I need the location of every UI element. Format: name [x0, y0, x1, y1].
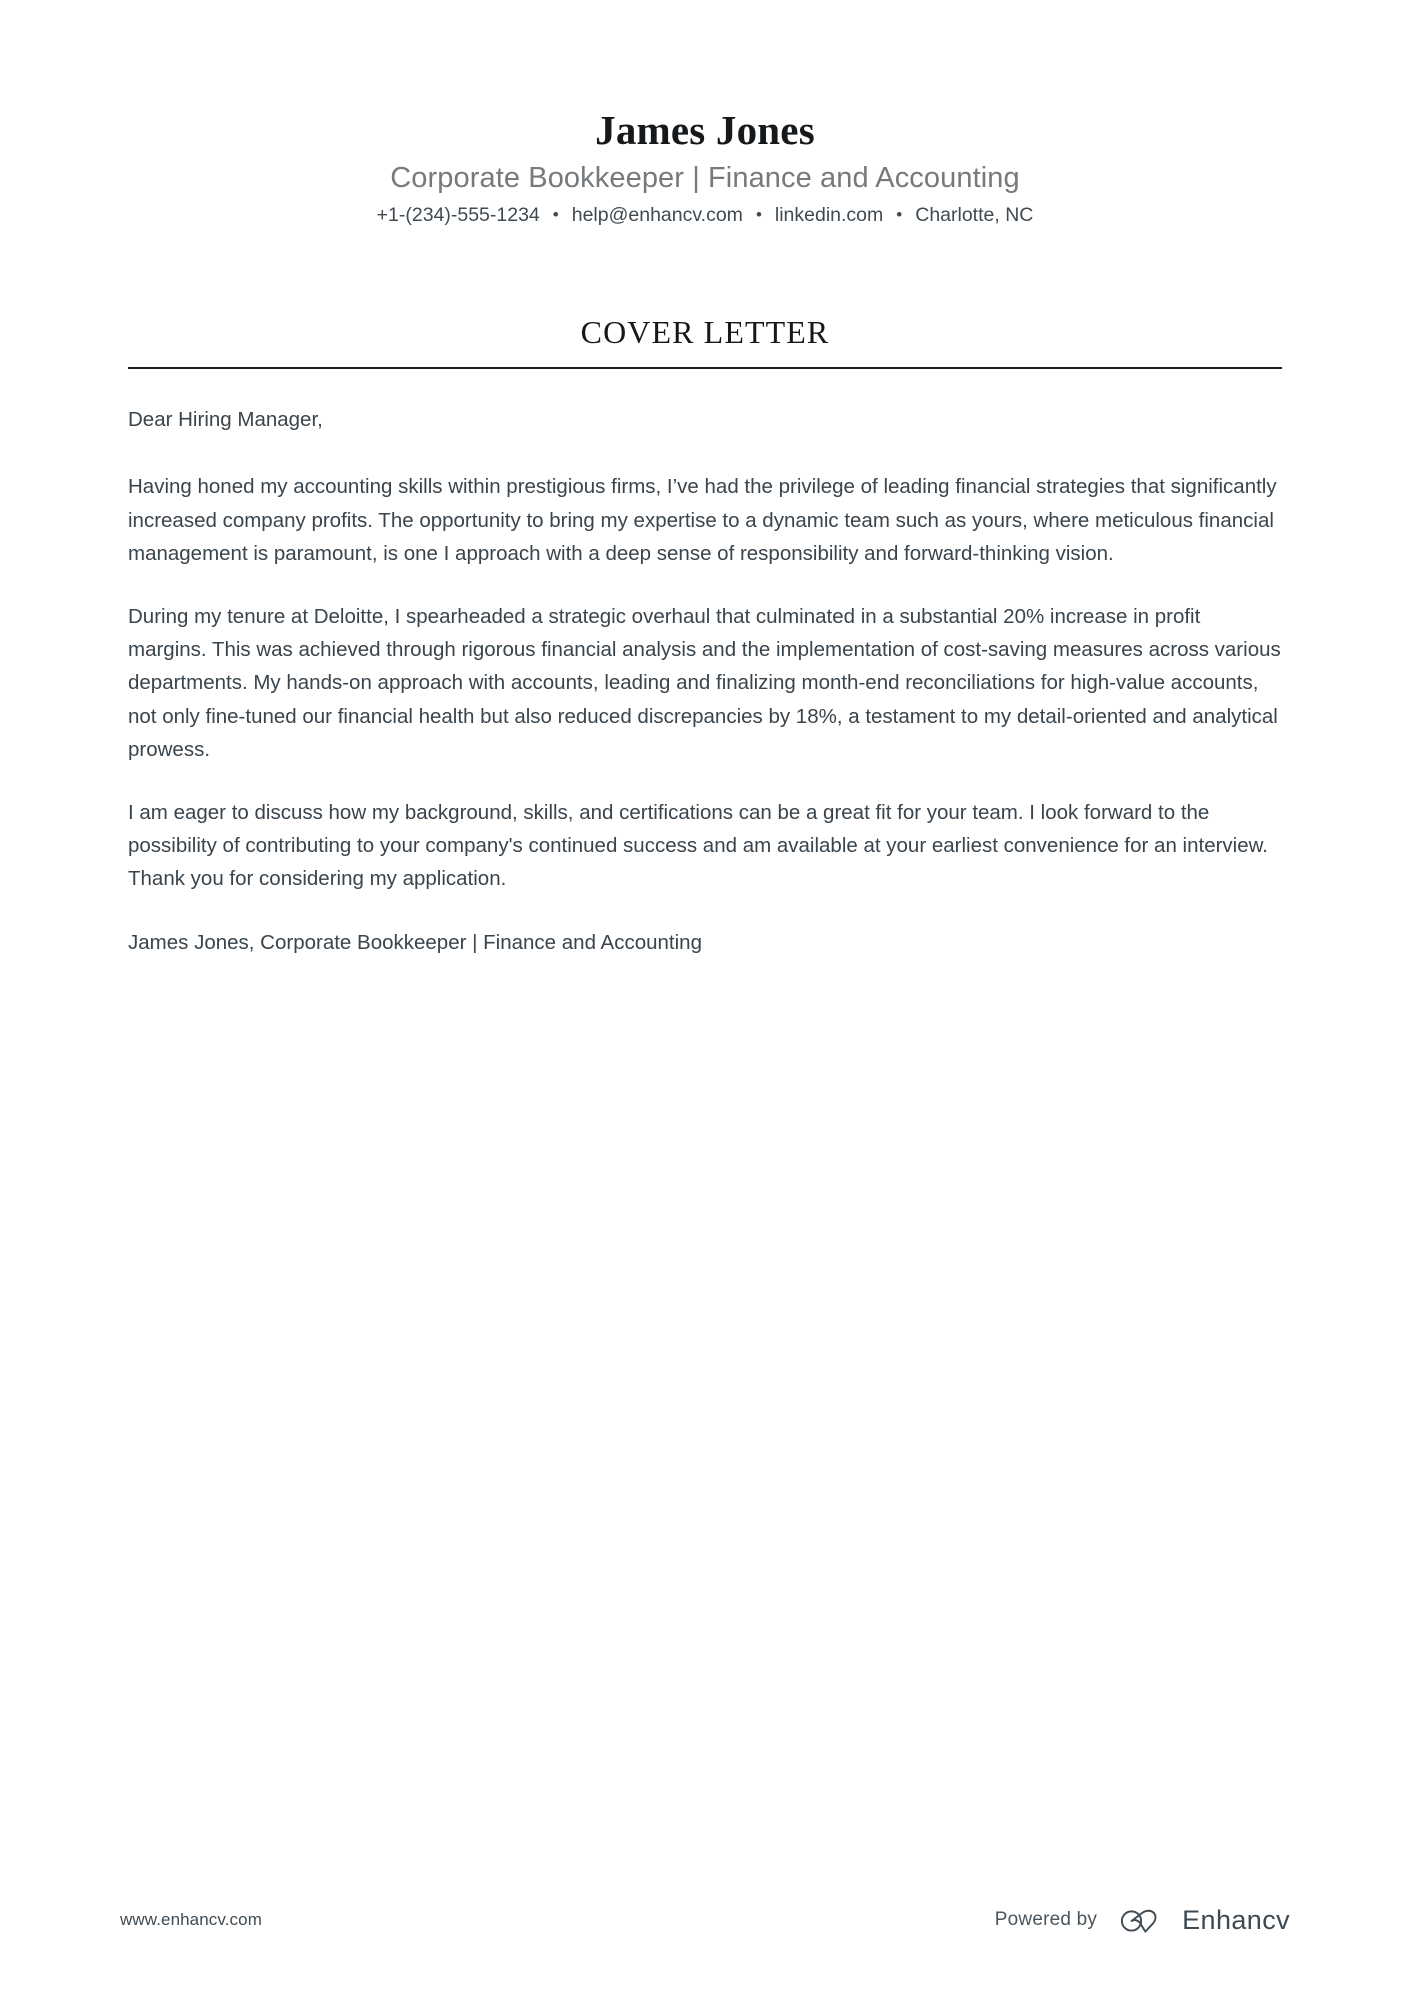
footer-brand-area	[994, 1904, 1290, 1935]
section-title: COVER LETTER	[580, 314, 830, 351]
contact-location: Charlotte, NC	[915, 204, 1034, 227]
contact-linkedin[interactable]: linkedin.com	[774, 204, 884, 227]
contact-line	[0, 203, 1410, 228]
cover-letter-section-header	[0, 314, 1410, 369]
footer-website-url[interactable]: www.enhancv.com	[120, 1910, 262, 1929]
letter-salutation: Dear Hiring Manager,	[128, 408, 323, 432]
contact-separator-icon: •	[896, 205, 903, 225]
enhancv-infinity-heart-icon	[1119, 1907, 1169, 1934]
letter-paragraph: During my tenure at Deloitte, I spearheaded a strategic overhaul that culminated in a substantial 20% increase in profit margins. This was achieved through rigorous financial analysis and the implementation of cost-saving measures across various departments. My hands-on approach with accounts, leading and finalizing month-end reconciliations for high-value accounts, not only fine-tuned our financial health but also reduced discrepancies by 18%, a testament to my detail-oriented and analytical prowess.	[128, 604, 1281, 761]
powered-by-label: Powered by	[994, 1909, 1098, 1930]
letter-paragraph: Having honed my accounting skills within prestigious firms, I’ve had the privilege of leading financial strategies that significantly increased company profits. The opportunity to bring my expertise to a dynamic team such as yours, where meticulous financial management is paramount, is one I approach with a deep sense of responsibility and forward-thinking vision.	[128, 475, 1277, 565]
document-footer	[0, 1845, 1410, 1995]
contact-separator-icon: •	[552, 205, 559, 225]
document-header	[0, 0, 1410, 228]
letter-signature: James Jones, Corporate Bookkeeper | Finance and Accounting	[128, 930, 702, 954]
section-divider	[128, 367, 1282, 369]
candidate-job-title: Corporate Bookkeeper | Finance and Accounting	[390, 161, 1020, 194]
contact-separator-icon: •	[755, 205, 762, 225]
contact-email[interactable]: help@enhancv.com	[571, 204, 743, 227]
enhancv-wordmark: Enhancv	[1182, 1904, 1290, 1935]
candidate-name: James Jones	[595, 107, 815, 153]
letter-body	[0, 403, 1410, 959]
enhancv-logo	[1119, 1904, 1290, 1935]
contact-phone: +1-(234)-555-1234	[376, 204, 540, 227]
letter-paragraph: I am eager to discuss how my background, skills, and certifications can be a great fit for your team. I look forward to the possibility of contributing to your company's continued success and am available at your earliest convenience for an interview. Thank you for considering my application.	[128, 800, 1269, 891]
